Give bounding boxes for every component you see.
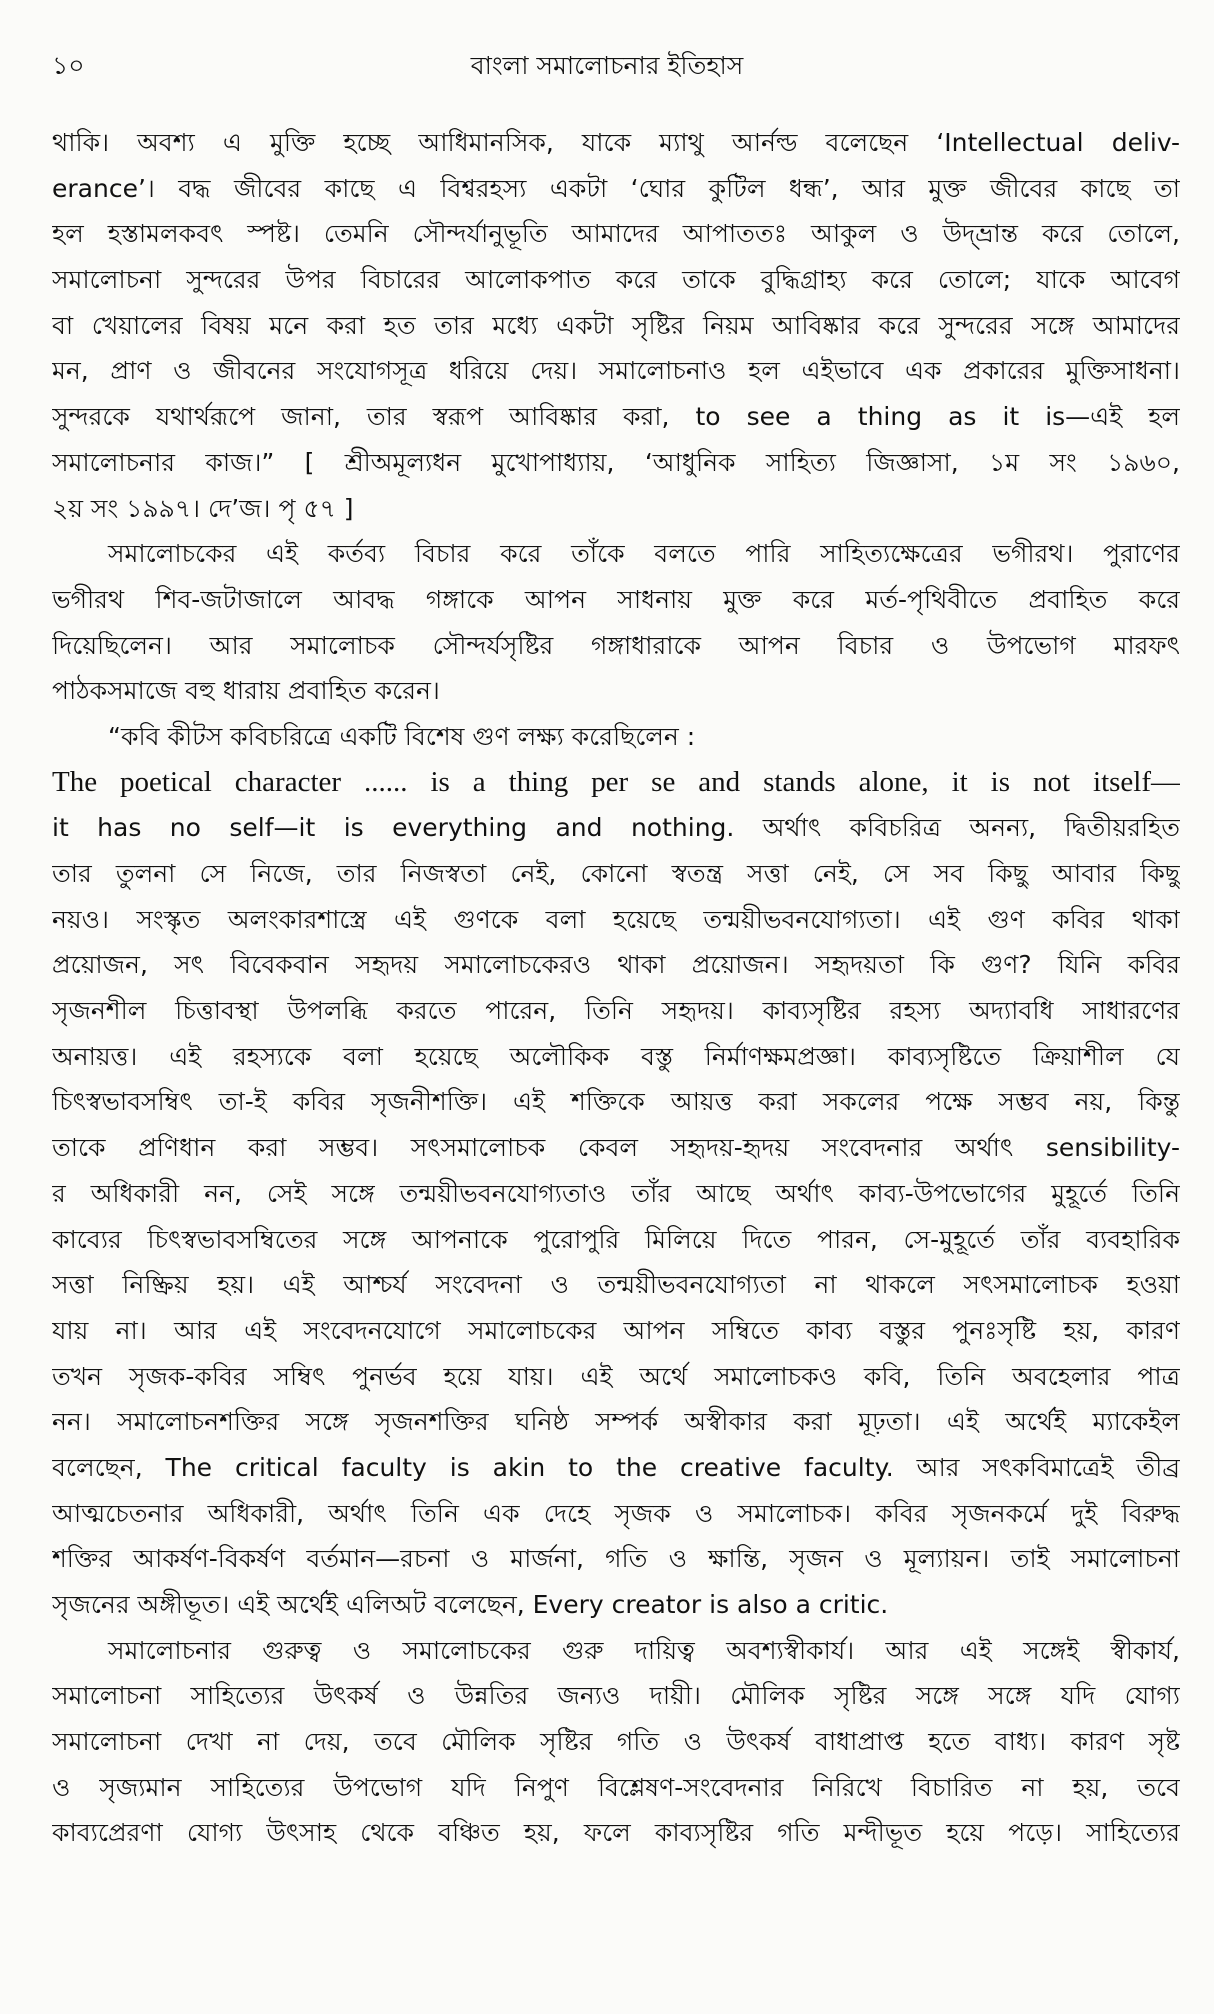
text-line: কাব্যপ্রেরণা যোগ্য উৎসাহ থেকে বঞ্চিত হয়, ফলে কাব্যসৃষ্টির গতি মন্দীভূত হয়ে পড়ে। সাহিত্যের (52, 1818, 1180, 1848)
page-header (52, 46, 1162, 90)
text-line: নন। সমালোচনশক্তির সঙ্গে সৃজনশক্তির ঘনিষ্ঠ সম্পর্ক অস্বীকার করা মূঢ়তা। এই অর্থেই ম্যাকেইল (52, 1407, 1180, 1437)
text-line: দিয়েছিলেন। আর সমালোচক সৌন্দর্যসৃষ্টির গঙ্গাধারাকে আপন বিচার ও উপভোগ মারফৎ (52, 630, 1180, 660)
text-line: চিৎস্বভাবসম্বিৎ তা-ই কবির সৃজনীশক্তি। এই শক্তিকে আয়ত্ত করা সকলের পক্ষে সম্ভব নয়, কিন্তু (52, 1087, 1180, 1117)
text-line: সমালোচনার কাজ।” [ শ্রীঅমূল্যধন মুখোপাধ্যায়, ‘আধুনিক সাহিত্য জিজ্ঞাসা, ১ম সং ১৯৬০, (52, 447, 1180, 477)
text-line: সমালোচনা সাহিত্যের উৎকর্ষ ও উন্নতির জন্যও দায়ী। মৌলিক সৃষ্টির সঙ্গে সঙ্গে যদি যোগ্য (52, 1681, 1180, 1711)
text-line: র অধিকারী নন, সেই সঙ্গে তন্ময়ীভবনযোগ্যতাও তাঁর আছে অর্থাৎ কাব্য-উপভোগের মুহূর্তে তিনি (52, 1178, 1180, 1208)
text-line: সমালোচনার গুরুত্ব ও সমালোচকের গুরু দায়িত্ব অবশ্যস্বীকার্য। আর এই সঙ্গেই স্বীকার্য, (108, 1635, 1180, 1665)
text-line: সুন্দরকে যথার্থরূপে জানা, তার স্বরূপ আবিষ্কার করা, to see a thing as it is—এই হল (52, 402, 1180, 432)
text-line: কাব্যের চিৎস্বভাবসম্বিতের সঙ্গে আপনাকে পুরোপুরি মিলিয়ে দিতে পারন, সে-মুহূর্তে তাঁর ব্যবহারিক (52, 1224, 1180, 1254)
text-line: অনায়ত্ত। এই রহস্যকে বলা হয়েছে অলৌকিক বস্তু নির্মাণক্ষমপ্রজ্ঞা। কাব্যসৃষ্টিতে ক্রিয়াশীল যে (52, 1041, 1180, 1071)
text-line: সমালোচনা দেখা না দেয়, তবে মৌলিক সৃষ্টির গতি ও উৎকর্ষ বাধাপ্রাপ্ত হতে বাধ্য। কারণ সৃষ্ট (52, 1727, 1180, 1757)
text-line: erance’। বদ্ধ জীবের কাছে এ বিশ্বরহস্য একটা ‘ঘোর কুটিল ধন্ধ’, আর মুক্ত জীবের কাছে তা (52, 173, 1180, 203)
text-line: যায় না। আর এই সংবেদনযোগে সমালোচকের আপন সম্বিতে কাব্য বস্তুর পুনঃসৃষ্টি হয়, কারণ (52, 1315, 1180, 1345)
text-line: পাঠকসমাজে বহু ধারায় প্রবাহিত করেন। (52, 676, 440, 706)
text-line: শক্তির আকর্ষণ-বিকর্ষণ বর্তমান—রচনা ও মার্জনা, গতি ও ক্ষান্তি, সৃজন ও মূল্যায়ন। তাই সমালোচনা (52, 1544, 1180, 1574)
text-line: “কবি কীটস কবিচরিত্রে একটি বিশেষ গুণ লক্ষ্য করেছিলেন : (108, 721, 696, 751)
text-line: হল হস্তামলকবৎ স্পষ্ট। তেমনি সৌন্দর্যানুভূতি আমাদের আপাততঃ আকুল ও উদ্‌ভ্রান্ত করে তোলে, (52, 219, 1180, 249)
text-line: তখন সৃজক-কবির সম্বিৎ পুনর্ভব হয়ে যায়। এই অর্থে সমালোচকও কবি, তিনি অবহেলার পাত্র (52, 1361, 1180, 1391)
text-line: সত্তা নিষ্ক্রিয় হয়। এই আশ্চর্য সংবেদনা ও তন্ময়ীভবনযোগ্যতা না থাকলে সৎসমালোচক হওয়া (52, 1270, 1180, 1300)
text-line: সমালোচকের এই কর্তব্য বিচার করে তাঁকে বলতে পারি সাহিত্যক্ষেত্রের ভগীরথ। পুরাণের (108, 539, 1180, 569)
text-line: মন, প্রাণ ও জীবনের সংযোগসূত্র ধরিয়ে দেয়। সমালোচনাও হল এইভাবে এক প্রকারের মুক্তিসাধনা। (52, 356, 1180, 386)
page-body (52, 120, 1180, 1856)
text-line: তার তুলনা সে নিজে, তার নিজস্বতা নেই, কোনো স্বতন্ত্র সত্তা নেই, সে সব কিছু আবার কিছু (52, 859, 1180, 888)
text-line: সৃজনশীল চিত্তাবস্থা উপলব্ধি করতে পারেন, তিনি সহৃদয়। কাব্যসৃষ্টির রহস্য অদ্যাবধি সাধারণের (52, 996, 1180, 1026)
text-line: আত্মচেতনার অধিকারী, অর্থাৎ তিনি এক দেহে সৃজক ও সমালোচক। কবির সৃজনকর্মে দুই বিরুদ্ধ (52, 1498, 1180, 1528)
text-line: বলেছেন, The critical faculty is akin to the creative faculty. আর সৎকবিমাত্রেই তীব্র (52, 1452, 1180, 1482)
text-line: প্রয়োজন, সৎ বিবেকবান সহৃদয় সমালোচকেরও থাকা প্রয়োজন। সহৃদয়তা কি গুণ? যিনি কবির (52, 950, 1180, 980)
text-line: থাকি। অবশ্য এ মুক্তি হচ্ছে আধিমানসিক, যাকে ম্যাথু আর্নল্ড বলেছেন ‘Intellectual deliv- (52, 128, 1180, 157)
text-line: it has no self—it is everything and nothing. অর্থাৎ কবিচরিত্র অনন্য, দ্বিতীয়রহিত (52, 813, 1180, 843)
page-number: ১০ (52, 51, 85, 80)
text-line: ভগীরথ শিব-জটাজালে আবদ্ধ গঙ্গাকে আপন সাধনায় মুক্ত করে মর্ত-পৃথিবীতে প্রবাহিত করে (52, 584, 1180, 614)
running-title: বাংলা সমালোচনার ইতিহাস (470, 51, 744, 80)
text-line: সৃজনের অঙ্গীভূত। এই অর্থেই এলিঅট বলেছেন, Every creator is also a critic. (52, 1590, 889, 1619)
text-line: ২য় সং ১৯৯৭। দে’জ। পৃ ৫৭ ] (52, 493, 354, 523)
text-line: বা খেয়ালের বিষয় মনে করা হত তার মধ্যে একটা সৃষ্টির নিয়ম আবিষ্কার করে সুন্দরের সঙ্গে আমাদের (52, 310, 1180, 340)
text-line: নয়ও। সংস্কৃত অলংকারশাস্ত্রে এই গুণকে বলা হয়েছে তন্ময়ীভবনযোগ্যতা। এই গুণ কবির থাকা (52, 904, 1180, 934)
text-line: সমালোচনা সুন্দরের উপর বিচারের আলোকপাত করে তাকে বুদ্ধিগ্রাহ্য করে তোলে; যাকে আবেগ (52, 265, 1180, 295)
text-line: তাকে প্রণিধান করা সম্ভব। সৎসমালোচক কেবল সহৃদয়-হৃদয় সংবেদনার অর্থাৎ sensibility- (52, 1133, 1180, 1163)
text-line: ও সৃজ্যমান সাহিত্যের উপভোগ যদি নিপুণ বিশ্লেষণ-সংবেদনার নিরিখে বিচারিত না হয়, তবে (52, 1772, 1180, 1802)
text-line: The poetical character ...... is a thing per se and stands alone, it is not itself— (52, 765, 1180, 798)
